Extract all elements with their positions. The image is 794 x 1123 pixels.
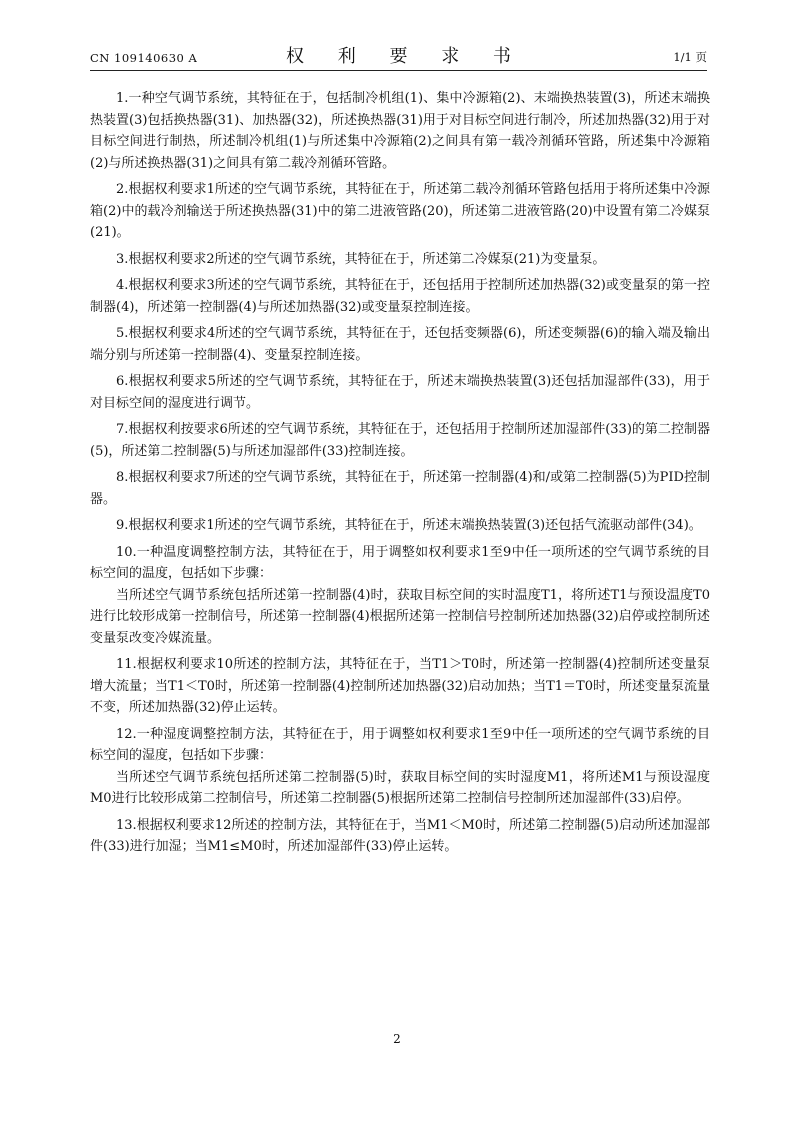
claim-12-step: 当所述空气调节系统包括所述第二控制器(5)时，获取目标空间的实时湿度M1，将所述M1与预设湿度M0进行比较形成第二控制信号，所述第二控制器(5)根据所述第二控制信号控制所述加湿部件(33)启停。: [90, 769, 710, 806]
claim-7: 7.根据权利按要求6所述的空气调节系统，其特征在于，还包括用于控制所述加湿部件(33)的第二控制器(5)，所述第二控制器(5)与所述加湿部件(33)控制连接。: [90, 422, 710, 459]
claim-8: 8.根据权利要求7所述的空气调节系统，其特征在于，所述第一控制器(4)和/或第二控制器(5)为PID控制器。: [90, 470, 710, 507]
claim-2: 2.根据权利要求1所述的空气调节系统，其特征在于，所述第二载冷剂循环管路包括用于将所述集中冷源箱(2)中的载冷剂输送于所述换热器(31)中的第二进液管路(20)，所述第二进液管路(20)中设置有第二冷媒泵(21)。: [90, 182, 710, 240]
claim-10-step: 当所述空气调节系统包括所述第一控制器(4)时，获取目标空间的实时温度T1，将所述T1与预设温度T0进行比较形成第一控制信号，所述第一控制器(4)根据所述第一控制信号控制所述加热器(32)启停或控制所述变量泵改变冷媒流量。: [90, 587, 710, 646]
page-number: 2: [393, 1032, 401, 1046]
claim-11: 11.根据权利要求10所述的控制方法，其特征在于，当T1＞T0时，所述第一控制器(4)控制所述变量泵增大流量；当T1＜T0时，所述第一控制器(4)控制所述加热器(32)启动加热；当T1＝T0时，所述变量泵流量不变，所述加热器(32)停止运转。: [90, 657, 710, 715]
header-divider: [90, 70, 707, 71]
claim-13: 13.根据权利要求12所述的控制方法，其特征在于，当M1＜M0时，所述第二控制器(5)启动所述加湿部件(33)进行加湿；当M1≤M0时，所述加湿部件(33)停止运转。: [90, 817, 710, 854]
claim-4: 4.根据权利要求3所述的空气调节系统，其特征在于，还包括用于控制所述加热器(32)或变量泵的第一控制器(4)，所述第一控制器(4)与所述加热器(32)或变量泵控制连接。: [90, 278, 710, 315]
claim-3: 3.根据权利要求2所述的空气调节系统，其特征在于，所述第二冷媒泵(21)为变量泵。: [116, 251, 606, 267]
page-indicator: 1/1 页: [673, 50, 707, 64]
claim-12: 12.一种湿度调整控制方法，其特征在于，用于调整如权利要求1至9中任一项所述的空气调节系统的目标空间的湿度，包括如下步骤：: [90, 726, 710, 763]
page-header: [90, 40, 707, 68]
publication-number: CN 109140630 A: [90, 51, 198, 65]
claim-10: 10.一种温度调整控制方法，其特征在于，用于调整如权利要求1至9中任一项所述的空气调节系统的目标空间的温度，包括如下步骤：: [90, 544, 710, 581]
document-title: 权 利 要 求 书: [286, 46, 525, 67]
claim-5: 5.根据权利要求4所述的空气调节系统，其特征在于，还包括变频器(6)，所述变频器(6)的输入端及输出端分别与所述第一控制器(4)、变量泵控制连接。: [90, 326, 710, 363]
claim-6: 6.根据权利要求5所述的空气调节系统，其特征在于，所述末端换热装置(3)还包括加湿部件(33)，用于对目标空间的湿度进行调节。: [90, 374, 710, 411]
claim-1: 1.一种空气调节系统，其特征在于，包括制冷机组(1)、集中冷源箱(2)、末端换热装置(3)，所述末端换热装置(3)包括换热器(31)、加热器(32)，所述换热器(31)用于对目标空间进行制冷，所述加热器(32)用于对目标空间进行制热，所述制冷机组(1)与所述集中冷源箱(2)之间具有第一载冷剂循环管路，所述集中冷源箱(2)与所述换热器(31)之间具有第二载冷剂循环管路。: [90, 91, 710, 171]
claim-9: 9.根据权利要求1所述的空气调节系统，其特征在于，所述末端换热装置(3)还包括气流驱动部件(34)。: [116, 518, 702, 533]
claims-body: [90, 88, 710, 858]
